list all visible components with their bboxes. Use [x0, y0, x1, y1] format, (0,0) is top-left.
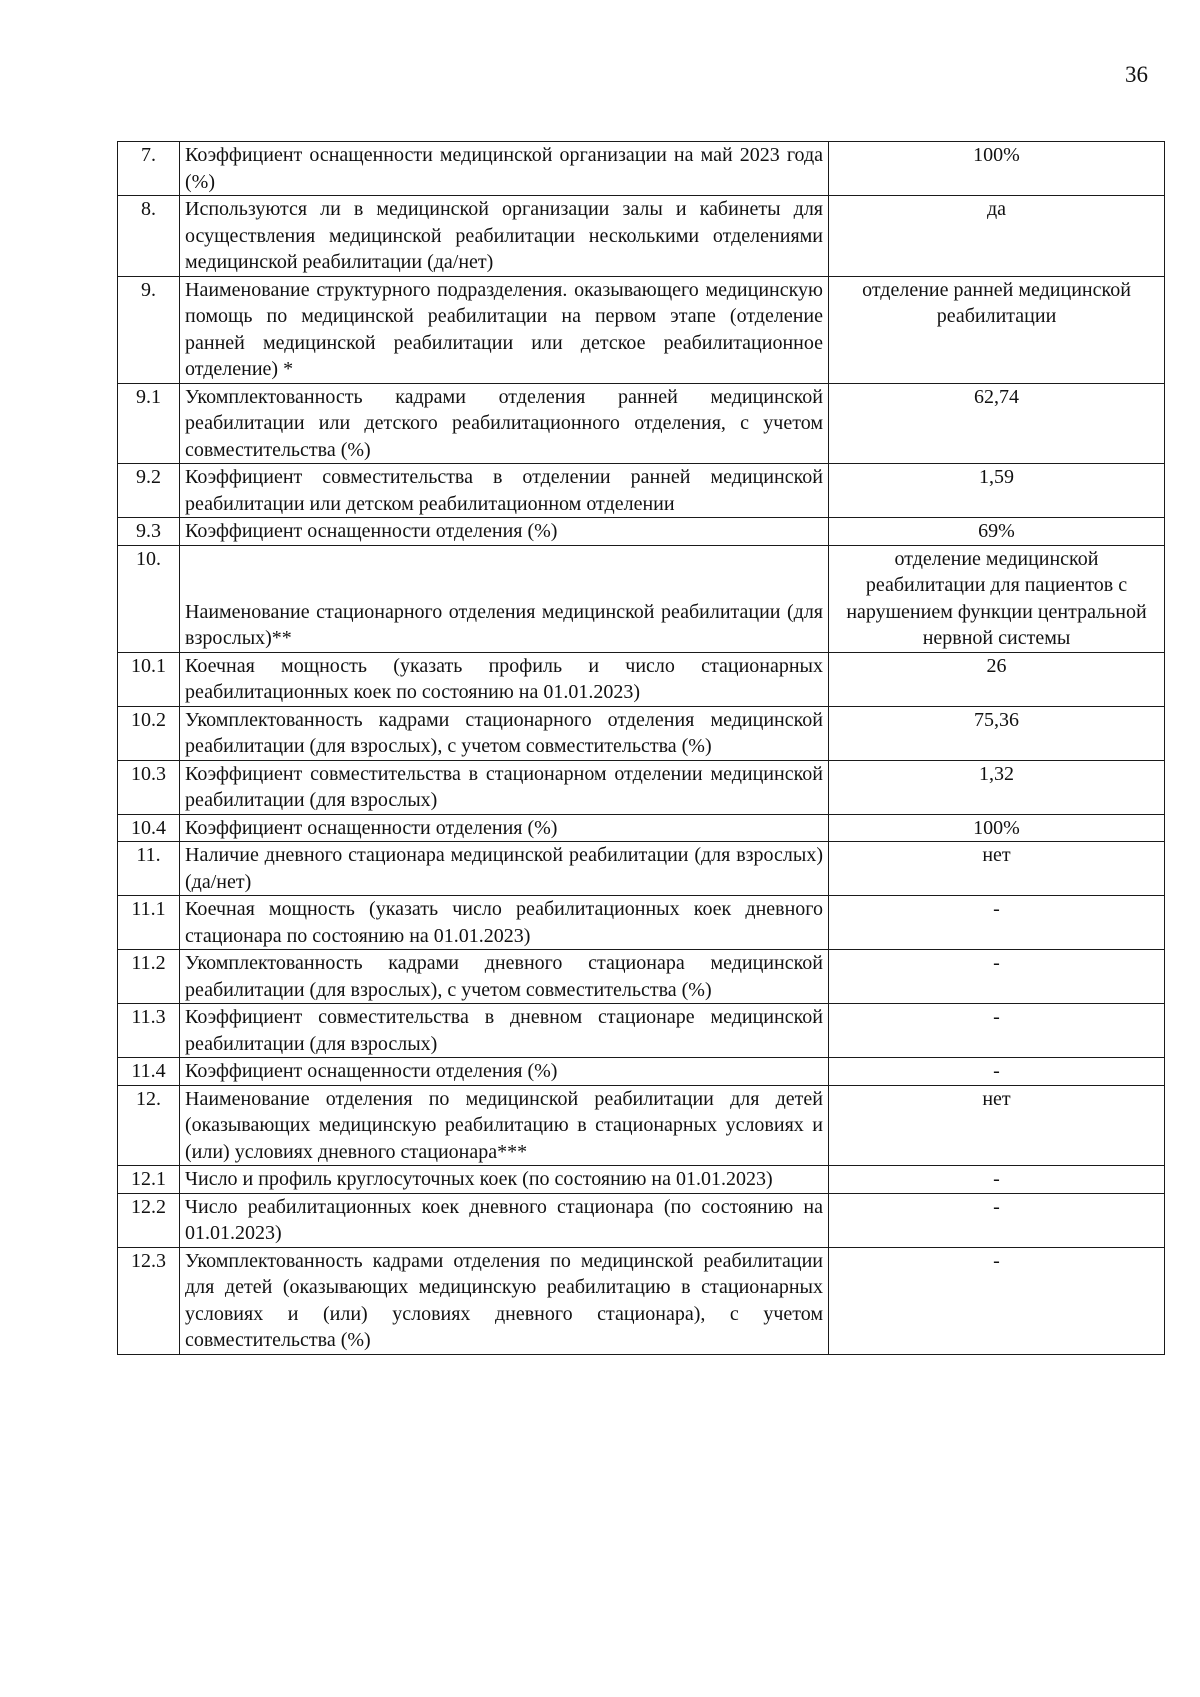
row-value: нет: [829, 842, 1165, 896]
row-value: -: [829, 1193, 1165, 1247]
table-row: [118, 142, 1165, 196]
table-row: [118, 842, 1165, 896]
row-number: 12.: [118, 1085, 180, 1166]
row-number: 12.2: [118, 1193, 180, 1247]
row-number: 9.: [118, 276, 180, 383]
table-row: [118, 760, 1165, 814]
table-row: [118, 814, 1165, 842]
row-description: Наименование структурного подразделения. оказывающего медицинскую помощь по медицинской реабилитации на первом этапе (отделение ранней медицинской реабилитации или детское реабилитационное отделение) *: [180, 276, 829, 383]
row-value: -: [829, 1058, 1165, 1086]
row-value: нет: [829, 1085, 1165, 1166]
row-description: Укомплектованность кадрами стационарного отделения медицинской реабилитации (для взрослых), с учетом совместительства (%): [180, 706, 829, 760]
row-description: Коэффициент оснащенности отделения (%): [180, 814, 829, 842]
row-number: 12.3: [118, 1247, 180, 1354]
row-description: Коэффициент совместительства в отделении ранней медицинской реабилитации или детском реабилитационном отделении: [180, 464, 829, 518]
row-description: Наличие дневного стационара медицинской реабилитации (для взрослых) (да/нет): [180, 842, 829, 896]
table-row: [118, 1166, 1165, 1194]
row-number: 10.4: [118, 814, 180, 842]
table-row: [118, 706, 1165, 760]
table-row: [118, 652, 1165, 706]
table-row: [118, 896, 1165, 950]
row-description: Коэффициент оснащенности отделения (%): [180, 1058, 829, 1086]
row-value: -: [829, 950, 1165, 1004]
row-description: Наименование стационарного отделения медицинской реабилитации (для взрослых)**: [180, 545, 829, 652]
row-description: Число и профиль круглосуточных коек (по состоянию на 01.01.2023): [180, 1166, 829, 1194]
row-number: 10.3: [118, 760, 180, 814]
row-description: Коэффициент оснащенности отделения (%): [180, 518, 829, 546]
indicators-table: [117, 141, 1165, 1355]
row-value: 1,32: [829, 760, 1165, 814]
row-number: 11.4: [118, 1058, 180, 1086]
row-number: 12.1: [118, 1166, 180, 1194]
table-row: [118, 276, 1165, 383]
row-description: Коэффициент оснащенности медицинской организации на май 2023 года (%): [180, 142, 829, 196]
row-number: 10.2: [118, 706, 180, 760]
row-description: Укомплектованность кадрами дневного стационара медицинской реабилитации (для взрослых), с учетом совместительства (%): [180, 950, 829, 1004]
row-value: 100%: [829, 814, 1165, 842]
row-value: 100%: [829, 142, 1165, 196]
row-value: 75,36: [829, 706, 1165, 760]
row-value: да: [829, 196, 1165, 277]
row-value: 1,59: [829, 464, 1165, 518]
table-row: [118, 950, 1165, 1004]
table-row: [118, 545, 1165, 652]
row-number: 8.: [118, 196, 180, 277]
row-description: Коечная мощность (указать профиль и число стационарных реабилитационных коек по состоянию на 01.01.2023): [180, 652, 829, 706]
table-row: [118, 1247, 1165, 1354]
row-description: Коэффициент совместительства в дневном стационаре медицинской реабилитации (для взрослых): [180, 1004, 829, 1058]
row-description: Коэффициент совместительства в стационарном отделении медицинской реабилитации (для взрослых): [180, 760, 829, 814]
row-number: 10.: [118, 545, 180, 652]
table-row: [118, 518, 1165, 546]
row-number: 11.2: [118, 950, 180, 1004]
table-row: [118, 196, 1165, 277]
row-description: Укомплектованность кадрами отделения по медицинской реабилитации для детей (оказывающих медицинскую реабилитацию в стационарных условиях и (или) условиях дневного стационара), с учетом совместительства (%): [180, 1247, 829, 1354]
row-number: 9.2: [118, 464, 180, 518]
table-row: [118, 1085, 1165, 1166]
row-number: 9.1: [118, 383, 180, 464]
row-number: 11.3: [118, 1004, 180, 1058]
row-description: Число реабилитационных коек дневного стационара (по состоянию на 01.01.2023): [180, 1193, 829, 1247]
table-row: [118, 464, 1165, 518]
row-number: 7.: [118, 142, 180, 196]
row-value: -: [829, 1166, 1165, 1194]
table-row: [118, 383, 1165, 464]
row-value: 26: [829, 652, 1165, 706]
table-row: [118, 1058, 1165, 1086]
row-number: 9.3: [118, 518, 180, 546]
row-description: Наименование отделения по медицинской реабилитации для детей (оказывающих медицинскую реабилитацию в стационарных условиях и (или) условиях дневного стационара***: [180, 1085, 829, 1166]
row-value: -: [829, 896, 1165, 950]
row-description: Коечная мощность (указать число реабилитационных коек дневного стационара по состоянию на 01.01.2023): [180, 896, 829, 950]
row-value: 69%: [829, 518, 1165, 546]
row-value: 62,74: [829, 383, 1165, 464]
row-value: -: [829, 1004, 1165, 1058]
row-value: отделение ранней медицинской реабилитации: [829, 276, 1165, 383]
row-number: 11.: [118, 842, 180, 896]
row-value: отделение медицинской реабилитации для пациентов с нарушением функции центральной нервной системы: [829, 545, 1165, 652]
row-number: 10.1: [118, 652, 180, 706]
row-description: Используются ли в медицинской организации залы и кабинеты для осуществления медицинской реабилитации несколькими отделениями медицинской реабилитации (да/нет): [180, 196, 829, 277]
page-number: 36: [1125, 62, 1148, 87]
row-number: 11.1: [118, 896, 180, 950]
table-row: [118, 1004, 1165, 1058]
row-description: Укомплектованность кадрами отделения ранней медицинской реабилитации или детского реабилитационного отделения, с учетом совместительства (%): [180, 383, 829, 464]
row-value: -: [829, 1247, 1165, 1354]
table-row: [118, 1193, 1165, 1247]
